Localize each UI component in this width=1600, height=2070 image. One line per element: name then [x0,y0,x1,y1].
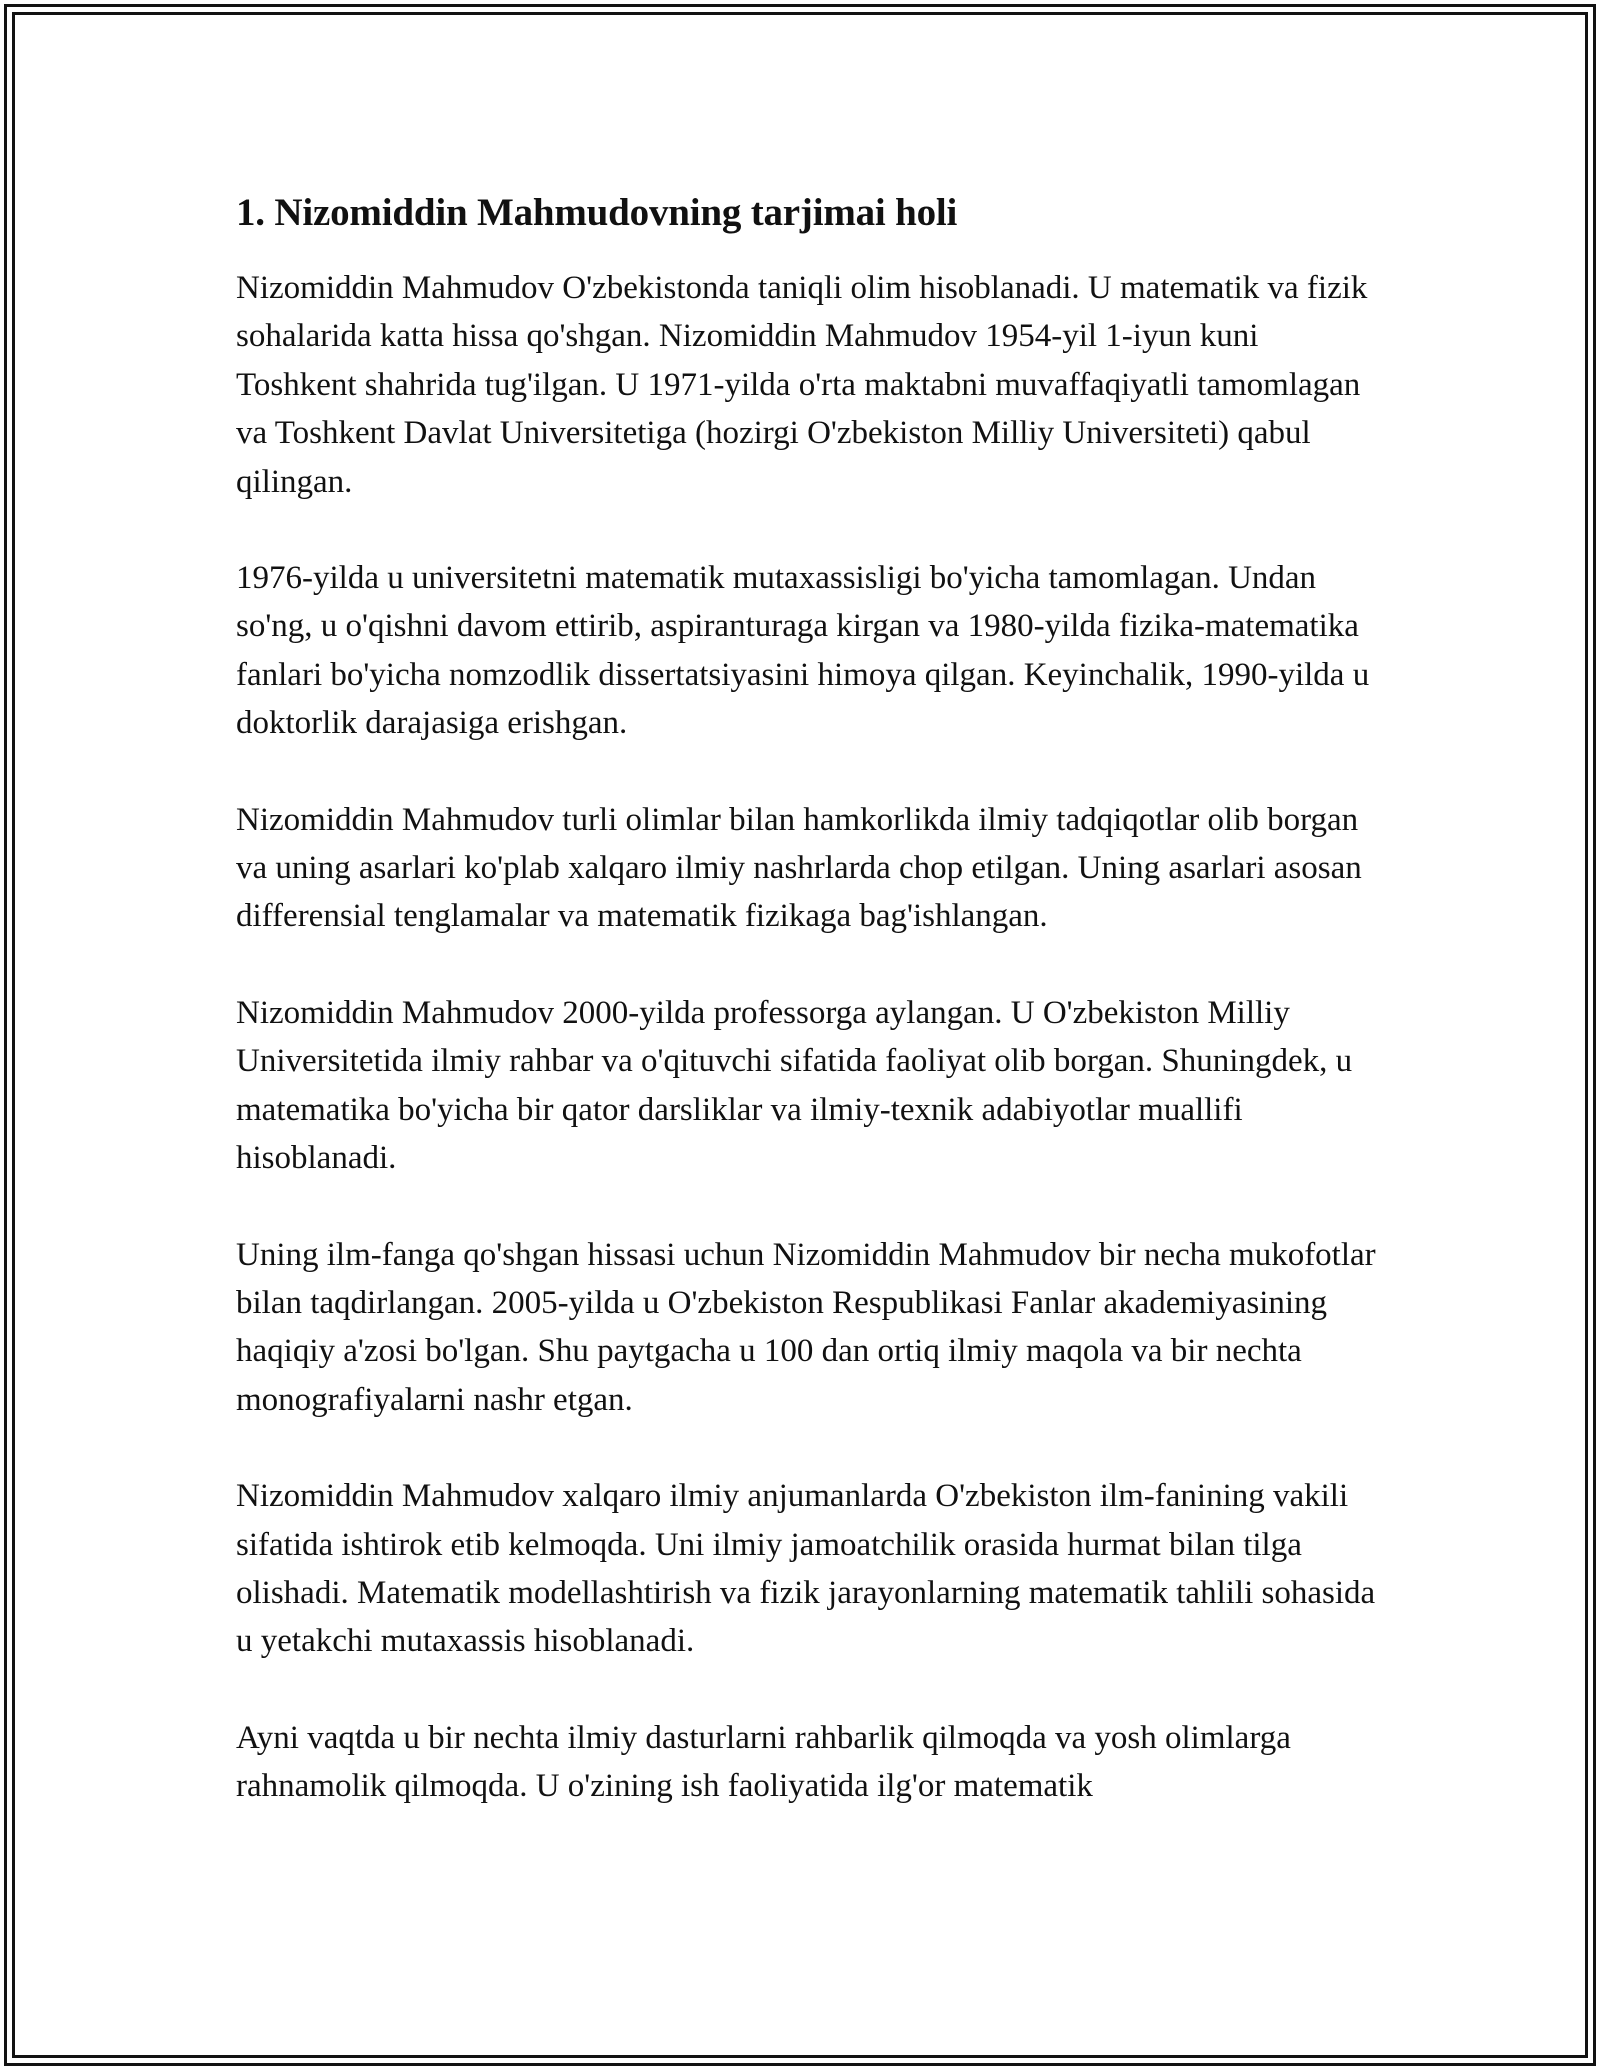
paragraph-1: Nizomiddin Mahmudov O'zbekistonda taniqli olim hisoblanadi. U matematik va fizik sohalarida katta hissa qo'shgan. Nizomiddin Mahmudov 1954-yil 1-iyun kuni Toshkent shahrida tug'ilgan. U 1971-yilda o'rta maktabni muvaffaqiyatli tamomlagan va Toshkent Davlat Universitetiga (hozirgi O'zbekiston Milliy Universiteti) qabul qilingan. [236,270,1368,500]
paragraph-2: 1976-yilda u universitetni matematik mutaxassisligi bo'yicha tamomlagan. Undan so'ng, u o'qishni davom ettirib, aspiranturaga kirgan va 1980-yilda fizika-matematika fanlari bo'yicha nomzodlik dissertatsiyasini himoya qilgan. Keyinchalik, 1990-yilda u doktorlik darajasiga erishgan. [236,560,1370,742]
paragraph-3: Nizomiddin Mahmudov turli olimlar bilan hamkorlikda ilmiy tadqiqotlar olib borgan va uning asarlari ko'plab xalqaro ilmiy nashrlarda chop etilgan. Uning asarlari asosan differensial tenglamalar va matematik fizikaga bag'ishlangan. [236,801,1362,935]
document-title: 1. Nizomiddin Mahmudovning tarjimai holi [236,191,958,234]
paragraph-4: Nizomiddin Mahmudov 2000-yilda professorga aylangan. U O'zbekiston Milliy Universitetida ilmiy rahbar va o'qituvchi sifatida faoliyat olib borgan. Shuningdek, u matematika bo'yicha bir qator darsliklar va ilmiy-texnik adabiyotlar muallifi hisoblanadi. [236,994,1353,1177]
paragraph-6: Nizomiddin Mahmudov xalqaro ilmiy anjumanlarda O'zbekiston ilm-fanining vakili sifatida ishtirok etib kelmoqda. Uni ilmiy jamoatchilik orasida hurmat bilan tilga olishadi. Matematik modellashtirish va fizik jarayonlarning matematik tahlili sohasida u yetakchi mutaxassis hisoblanadi. [236,1478,1376,1660]
document-page [236,188,1376,1811]
paragraph-7: Ayni vaqtda u bir nechta ilmiy dasturlarni rahbarlik qilmoqda va yosh olimlarga rahnamolik qilmoqda. U o'zining ish faoliyatida ilg'or matematik [236,1719,1291,1805]
paragraph-5: Uning ilm-fanga qo'shgan hissasi uchun Nizomiddin Mahmudov bir necha mukofotlar bilan taqdirlangan. 2005-yilda u O'zbekiston Respublikasi Fanlar akademiyasining haqiqiy a'zosi bo'lgan. Shu paytgacha u 100 dan ortiq ilmiy maqola va bir nechta monografiyalarni nashr etgan. [236,1236,1376,1418]
